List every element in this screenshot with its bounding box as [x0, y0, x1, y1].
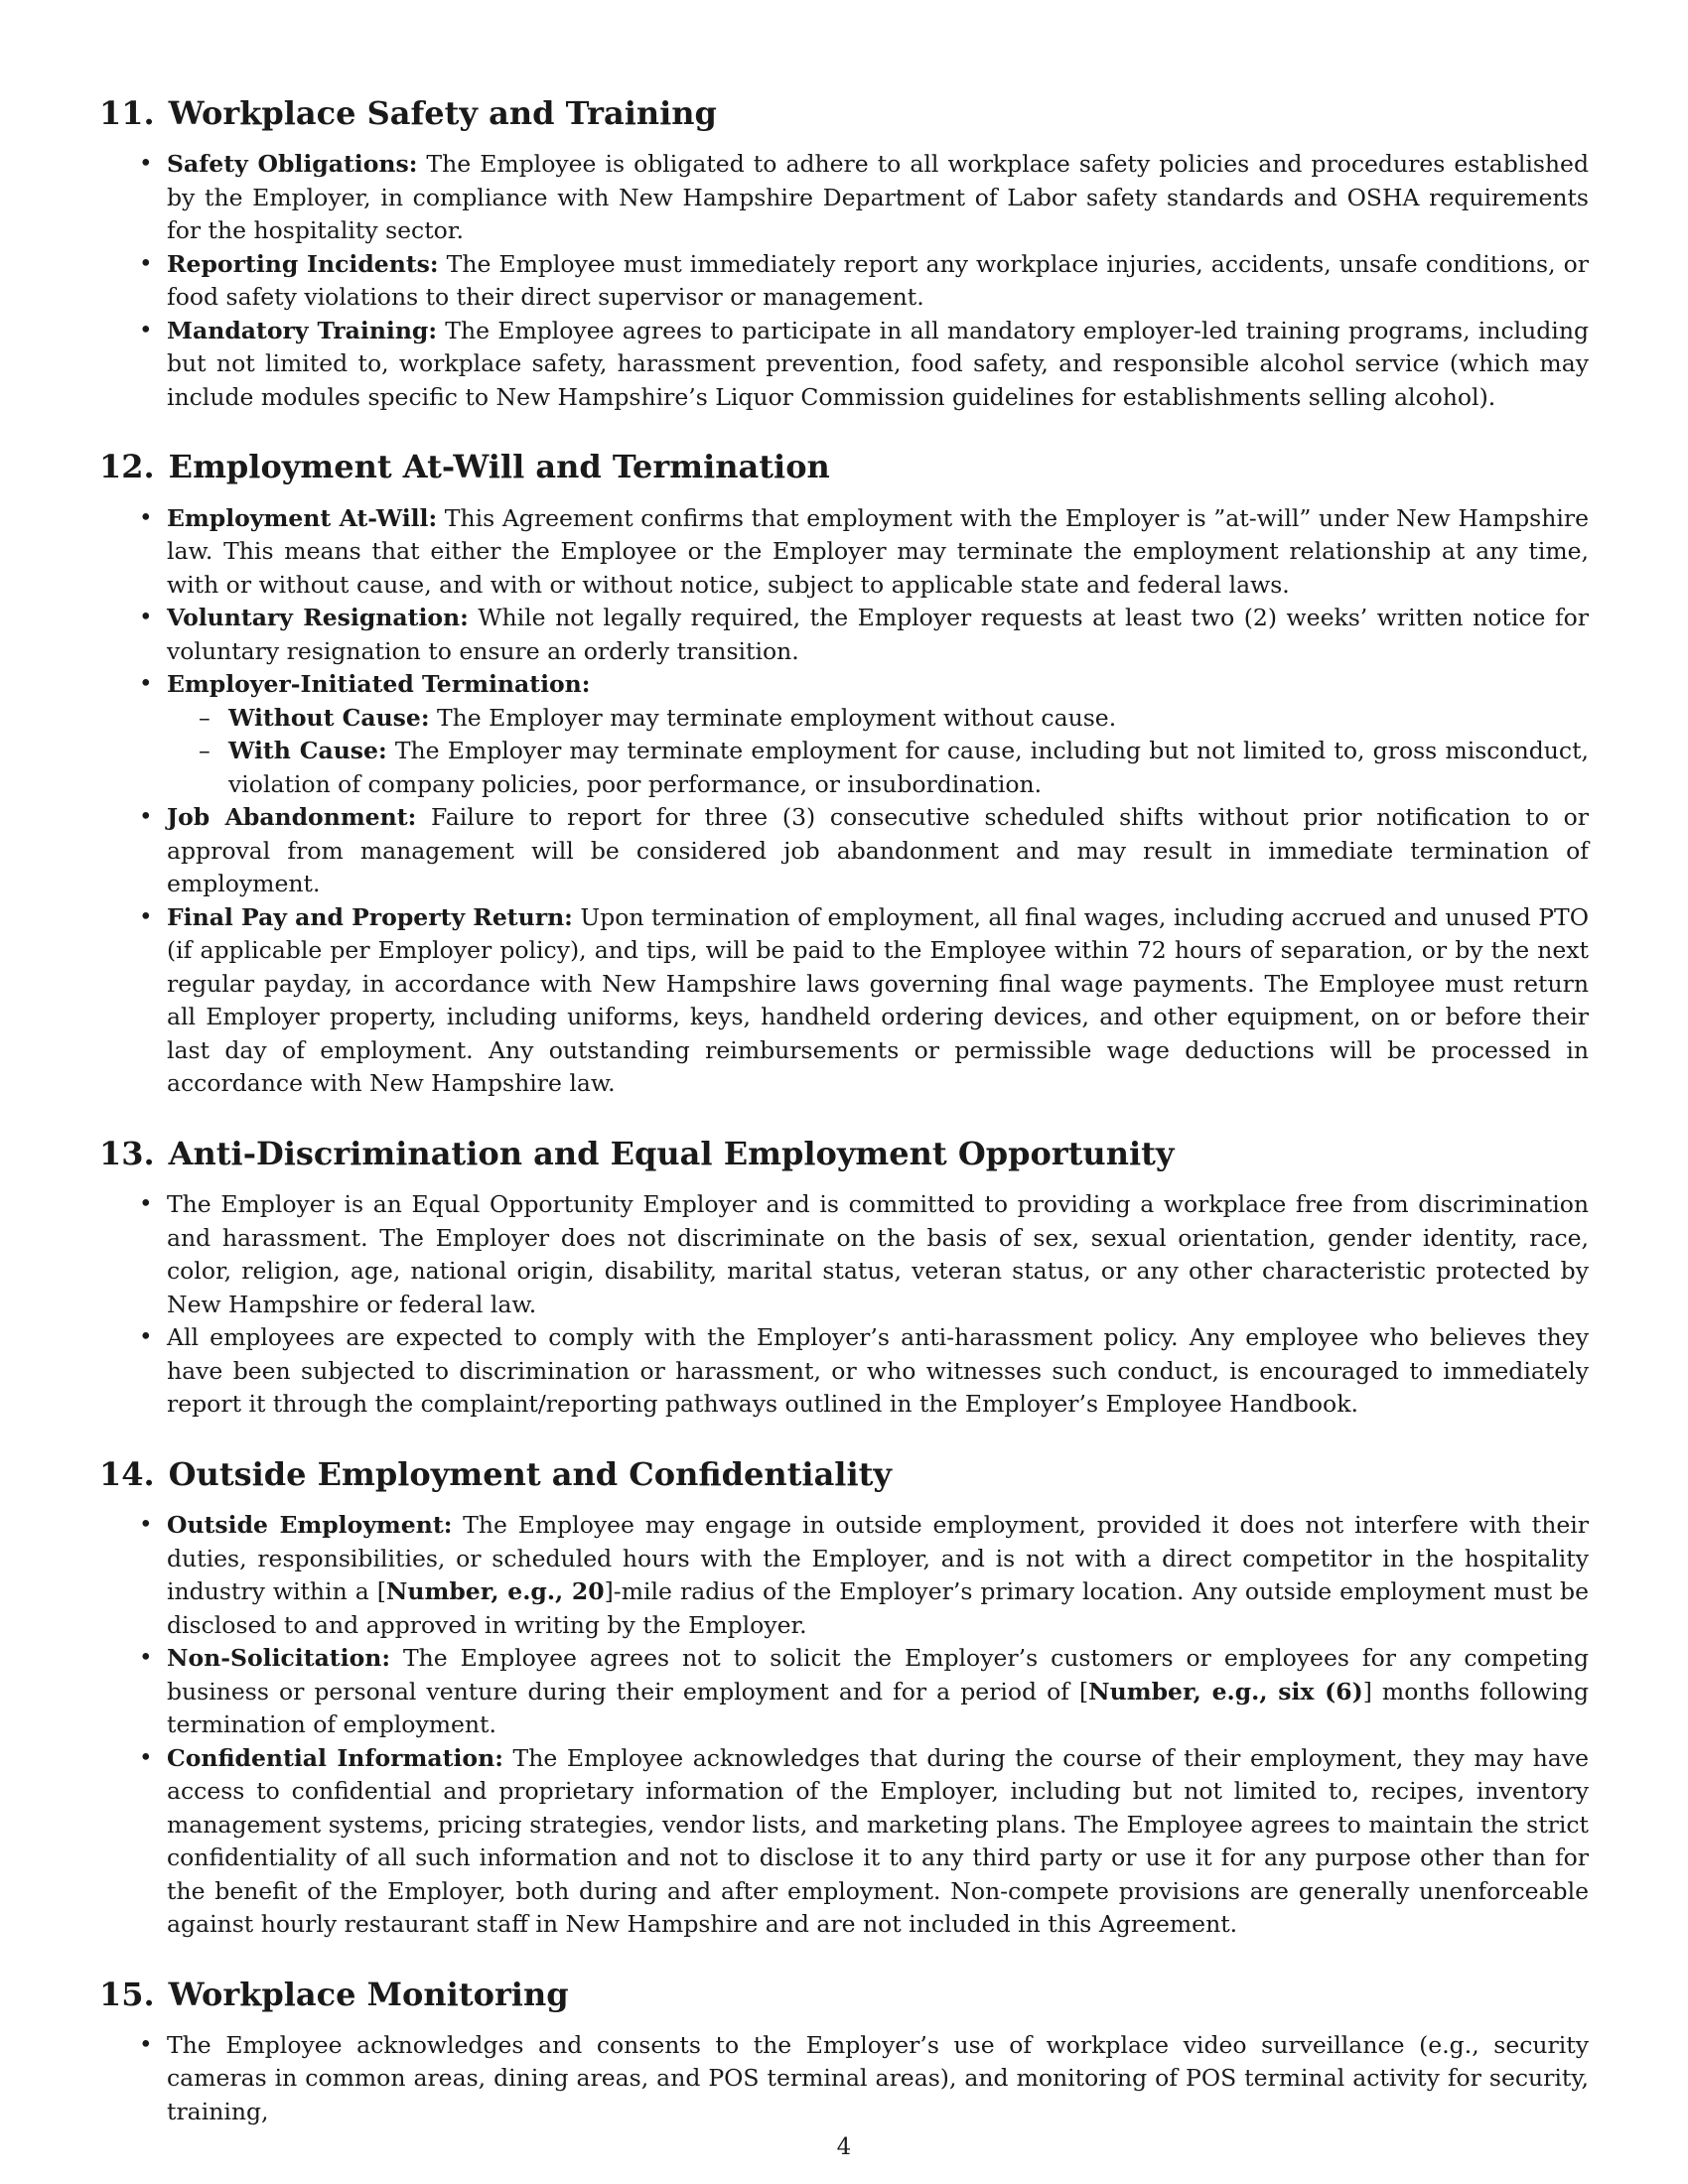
section-heading: 15. Workplace Monitoring [99, 1975, 569, 2013]
section-12-list [99, 502, 1589, 1101]
placeholder-field: Number, e.g., 20 [385, 1577, 605, 1606]
list-item: • Confidential Information: The Employee acknowledges that during the course of their employment, they may have access to confidential and proprietary information of the Employer, including but not limited to, recipes, inventory management systems, pricing strategies, vendor lists, and marketing plans. The Employee agrees to maintain the strict confidentiality of all such information and not to disclose it to any third party or use it for any purpose other than for the benefit of the Employer, both during and after employment. Non-compete provisions are generally unenforceable against hourly restaurant staff in New Hampshire and are not included in this Agreement. [167, 1742, 1589, 1942]
section-14 [99, 1455, 1589, 1942]
list-item: • Final Pay and Property Return: Upon termination of employment, all final wages, including accrued and unused PTO (if applicable per Employer policy), and tips, will be paid to the Employee within 72 hours of separation, or by the next regular payday, in accordance with New Hampshire laws governing final wage payments. The Employee must return all Employer property, including uniforms, keys, handheld ordering devices, and other equipment, on or before their last day of employment. Any outstanding reimbursements or permissible wage deductions will be processed in accordance with New Hampshire law. [167, 901, 1589, 1101]
section-heading: 12. Employment At-Will and Termination [99, 448, 830, 486]
list-item: • Job Abandonment: Failure to report for three (3) consecutive scheduled shifts without prior notification to or approval from management will be considered job abandonment and may result in immediate termination of employment. [167, 801, 1589, 901]
section-11 [99, 94, 1589, 414]
list-item: • Employer-Initiated Termination: – Without Cause: The Employer may terminate employment without cause. – With Cause: The Employer may terminate employment for cause, including but not limited to, gross misconduct, violation of company policies, poor performance, or insubordination. [167, 668, 1589, 801]
list-item: • All employees are expected to comply with the Employer’s anti-harassment policy. Any employee who believes they have been subjected to discrimination or harassment, or who witnesses such conduct, is encouraged to immediately report it through the complaint/reporting pathways outlined in the Employer’s Employee Handbook. [167, 1321, 1589, 1422]
sub-list-item: – With Cause: The Employer may terminate employment for cause, including but not limited to, gross misconduct, violation of company policies, poor performance, or insubordination. [228, 735, 1589, 801]
section-13 [99, 1135, 1589, 1422]
list-item: • Safety Obligations: The Employee is obligated to adhere to all workplace safety policies and procedures established by the Employer, in compliance with New Hampshire Department of Labor safety standards and OSHA requirements for the hospitality sector. [167, 148, 1589, 248]
section-heading: 13. Anti-Discrimination and Equal Employment Opportunity [99, 1134, 1175, 1172]
list-item: • The Employee acknowledges and consents to the Employer’s use of workplace video surveillance (e.g., security cameras in common areas, dining areas, and POS terminal areas), and monitoring of POS terminal activity for security, training, [167, 2029, 1589, 2129]
list-item: • Mandatory Training: The Employee agrees to participate in all mandatory employer-led training programs, including but not limited to, workplace safety, harassment prevention, food safety, and responsible alcohol service (which may include modules specific to New Hampshire’s Liquor Commission guidelines for establishments selling alcohol). [167, 315, 1589, 415]
list-item: • Voluntary Resignation: While not legally required, the Employer requests at least two (2) weeks’ written notice for voluntary resignation to ensure an orderly transition. [167, 602, 1589, 668]
list-item: • Outside Employment: The Employee may engage in outside employment, provided it does not interfere with their duties, responsibilities, or scheduled hours with the Employer, and is not with a direct competitor in the hospitality industry within a [Number, e.g., 20]-mile radius of the Employer’s primary location. Any outside employment must be disclosed to and approved in writing by the Employer. [167, 1509, 1589, 1642]
section-14-list [99, 1509, 1589, 1942]
list-item: • Employment At-Will: This Agreement confirms that employment with the Employer is ”at-will” under New Hampshire law. This means that either the Employee or the Employer may terminate the employment relationship at any time, with or without cause, and with or without notice, subject to applicable state and federal laws. [167, 502, 1589, 603]
list-item: • The Employer is an Equal Opportunity Employer and is committed to providing a workplace free from discrimination and harassment. The Employer does not discriminate on the basis of sex, sexual orientation, gender identity, race, color, religion, age, national origin, disability, marital status, veteran status, or any other characteristic protected by New Hampshire or federal law. [167, 1188, 1589, 1321]
page-number: 4 [836, 2134, 852, 2160]
placeholder-field: Number, e.g., six (6) [1088, 1677, 1363, 1706]
section-11-list [99, 148, 1589, 414]
list-item: • Non-Solicitation: The Employee agrees not to solicit the Employer’s customers or employees for any competing business or personal venture during their employment and for a period of [Number, e.g., six (6)] months following termination of employment. [167, 1642, 1589, 1742]
section-12 [99, 448, 1589, 1100]
section-heading: 14. Outside Employment and Confidentiality [99, 1454, 892, 1493]
section-15 [99, 1976, 1589, 2129]
document-page [99, 94, 1589, 2162]
sub-list-item: – Without Cause: The Employer may terminate employment without cause. [228, 702, 1589, 736]
list-item: • Reporting Incidents: The Employee must immediately report any workplace injuries, accidents, unsafe conditions, or food safety violations to their direct supervisor or management. [167, 248, 1589, 315]
section-heading: 11. Workplace Safety and Training [99, 94, 717, 132]
section-13-list [99, 1188, 1589, 1422]
section-15-list [99, 2029, 1589, 2129]
termination-sublist [167, 702, 1589, 802]
